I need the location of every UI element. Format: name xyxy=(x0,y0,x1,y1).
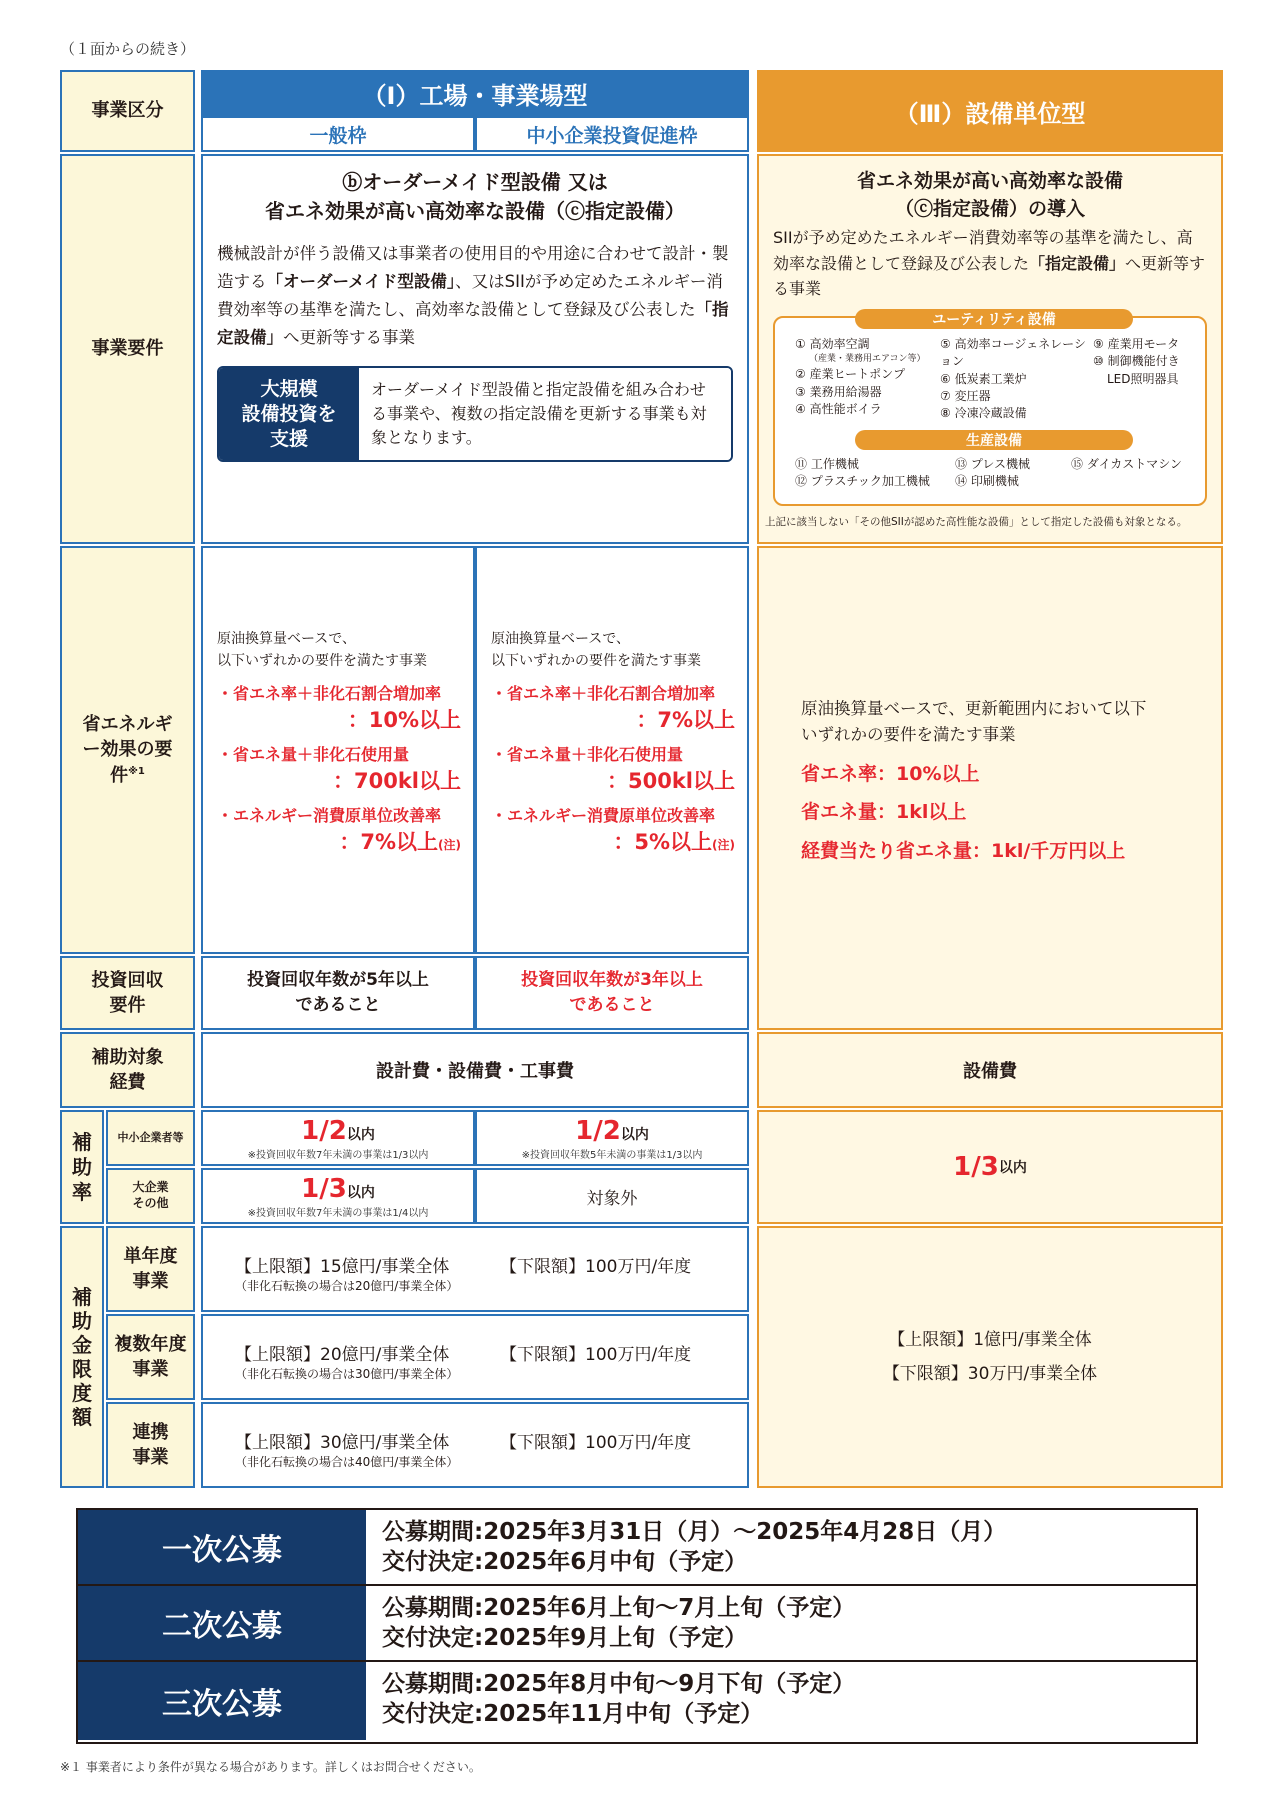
type3-energy-req: 省エネ量：1kl以上 xyxy=(801,801,967,824)
sme-req-item xyxy=(491,681,735,734)
sme-req-label: ・省エネ量＋非化石使用量 xyxy=(491,744,684,764)
type1-title-text: （Ⅰ）工場・事業場型 xyxy=(362,81,588,110)
type1-sme-text: 中小企業投資促進枠 xyxy=(526,124,698,147)
production-item: ⑭ 印刷機械 xyxy=(955,474,1019,489)
type1-req-body xyxy=(217,240,733,352)
type1-title xyxy=(201,70,749,116)
production-col2 xyxy=(955,456,1065,491)
utility-item: ③ 業務用給湯器 xyxy=(795,384,882,399)
gen-req-item xyxy=(217,742,461,795)
label-payback xyxy=(60,956,195,1030)
type3-req-body-p1: SIIが予め定めたエネルギー消費効率等の基準を満たし、高効率な設備として登録及び公表した xyxy=(773,228,1193,273)
gen-rate-sme-note: ※投資回収年数7年未満の事業は1/3以内 xyxy=(247,1149,429,1161)
type1-req-body-b1: 「オーダーメイド型設備」 xyxy=(266,272,456,292)
sme-rate-sme xyxy=(475,1110,749,1166)
label-energy-sup: ※1 xyxy=(128,765,145,777)
sme-req-label: ・省エネ率＋非化石割合増加率 xyxy=(491,683,716,703)
label-requirements-text: 事業要件 xyxy=(91,338,164,360)
type1-sme-energy xyxy=(475,546,749,954)
utility-col1 xyxy=(795,336,945,419)
support-badge xyxy=(219,368,359,460)
type1-general-text: 一般枠 xyxy=(309,124,367,147)
limit-upper-note: （非化石転換の場合は20億円/事業全体） xyxy=(235,1279,459,1293)
limit-multi xyxy=(201,1314,749,1400)
limit-lower: 【下限額】100万円/年度 xyxy=(500,1345,692,1365)
label-coop-l1: 連携 xyxy=(132,1421,169,1443)
label-limit xyxy=(60,1226,104,1488)
limit-single xyxy=(201,1226,749,1312)
label-rate-large-l1: 大企業 xyxy=(132,1180,169,1195)
production-item: ⑮ ダイカストマシン xyxy=(1071,456,1182,471)
schedule-period: 公募期間:2025年3月31日（月）～2025年4月28日（月） xyxy=(382,1519,1007,1545)
production-col3 xyxy=(1071,456,1211,473)
other-equipment-note: 上記に該当しない「その他SIIが認めた高性能な設備」として指定した設備も対象となる。 xyxy=(765,515,1188,528)
label-single-year xyxy=(106,1226,195,1312)
label-category xyxy=(60,70,195,152)
label-limit-c2: 助 xyxy=(72,1309,92,1333)
type1-req-body-p1: 機械設計が伴う設備又は事業者の使用目的や用途に合わせて設計・製造する xyxy=(217,244,729,292)
utility-col3 xyxy=(1093,336,1203,388)
label-multi-l1: 複数年度 xyxy=(114,1333,187,1355)
limit-upper: 【上限額】20億円/事業全体 xyxy=(235,1345,450,1365)
gen-rate-large-suffix: 以内 xyxy=(346,1184,375,1201)
schedule-name: 三次公募 xyxy=(78,1662,366,1740)
label-limit-c4: 限 xyxy=(72,1357,92,1381)
gen-req-label: ・エネルギー消費原単位改善率 xyxy=(217,805,442,825)
type1-eligible xyxy=(201,1032,749,1108)
limit-upper: 【上限額】30億円/事業全体 xyxy=(235,1433,450,1453)
sme-req-note: (注) xyxy=(712,837,735,852)
label-coop xyxy=(106,1402,195,1488)
type1-req-body-p2: 、又はSIIが予め定めたエネルギー消費効率等の基準を満たし、高効率な設備として登録及び公表した xyxy=(217,272,723,320)
sme-req-value: ：5%以上 xyxy=(613,829,713,854)
type1-general-header xyxy=(201,116,475,152)
schedule-decision: 交付決定:2025年9月上旬（予定） xyxy=(382,1624,748,1651)
sme-req-label: ・エネルギー消費原単位改善率 xyxy=(491,805,716,825)
label-payback-l1: 投資回収 xyxy=(91,969,164,991)
sme-energy-intro-l2: 以下いずれかの要件を満たす事業 xyxy=(491,653,701,670)
label-rate-sme-text: 中小企業者等 xyxy=(117,1131,184,1145)
label-limit-c1: 補 xyxy=(72,1285,92,1309)
label-single-l2: 事業 xyxy=(132,1271,169,1292)
schedule-row xyxy=(78,1662,1196,1740)
label-rate-large-l2: その他 xyxy=(132,1196,169,1210)
label-energy-requirement xyxy=(60,546,195,954)
continuation-note: （１面からの続き） xyxy=(60,40,196,58)
label-payback-l2: 要件 xyxy=(109,995,146,1016)
limit-upper-note: （非化石転換の場合は30億円/事業全体） xyxy=(235,1367,459,1381)
type3-eligible xyxy=(757,1032,1223,1108)
sme-rate-sme-note: ※投資回収年数5年未満の事業は1/3以内 xyxy=(521,1149,703,1161)
support-text: オーダーメイド型設備と指定設備を組み合わせる事業や、複数の指定設備を更新する事業も対象となります。 xyxy=(359,368,731,460)
label-coop-l2: 事業 xyxy=(132,1447,169,1468)
gen-rate-sme-value: 1/2 xyxy=(301,1115,347,1146)
label-limit-c6: 額 xyxy=(72,1405,92,1429)
sme-energy-intro-l1: 原油換算量ベースで、 xyxy=(491,631,631,647)
sme-req-item xyxy=(491,803,735,856)
gen-req-value: ：700kl以上 xyxy=(333,768,461,793)
type1-req-title-l1: ⓑオーダーメイド型設備 又は xyxy=(342,170,608,194)
type3-req-body xyxy=(773,225,1207,302)
limit-lower: 【下限額】100万円/年度 xyxy=(500,1257,692,1277)
label-eligible-l2: 経費 xyxy=(109,1072,146,1093)
label-rate-sme xyxy=(106,1110,195,1166)
utility-item: ⑩ 制御機能付き xyxy=(1093,354,1180,369)
type1-req-title-l2: 省エネ効果が高い高効率な設備（ⓒ指定設備） xyxy=(265,199,685,223)
gen-payback-l1: 投資回収年数が5年以上 xyxy=(247,969,429,990)
sme-rate-sme-suffix: 以内 xyxy=(620,1126,649,1143)
type3-rate-value: 1/3 xyxy=(953,1152,999,1182)
schedule-period: 公募期間:2025年8月中旬～9月下旬（予定） xyxy=(382,1671,856,1697)
label-limit-c3: 金 xyxy=(72,1333,92,1357)
type3-energy-req: 経費当たり省エネ量：1kl/千万円以上 xyxy=(801,839,1126,862)
utility-item-note: （産業・業務用エアコン等） xyxy=(809,354,926,365)
type3-rate xyxy=(757,1110,1223,1224)
type3-eligible-text: 設備費 xyxy=(963,1061,1017,1082)
label-eligible-l1: 補助対象 xyxy=(91,1046,164,1068)
gen-rate-large xyxy=(201,1168,475,1224)
support-badge-l3: 支援 xyxy=(269,427,308,450)
type3-energy-intro-l1: 原油換算量ベースで、更新範囲内において以下 xyxy=(801,699,1147,718)
label-rate-large xyxy=(106,1168,195,1224)
type1-sme-header xyxy=(475,116,749,152)
type1-req-body-p3: へ更新等する事業 xyxy=(283,328,415,348)
gen-rate-sme xyxy=(201,1110,475,1166)
label-multi-l2: 事業 xyxy=(132,1359,169,1380)
label-category-text: 事業区分 xyxy=(91,100,164,122)
gen-rate-large-value: 1/3 xyxy=(301,1173,347,1204)
type3-energy-intro-l2: いずれかの要件を満たす事業 xyxy=(801,725,1016,745)
type1-requirements xyxy=(201,154,749,544)
type3-rate-suffix: 以内 xyxy=(998,1160,1027,1176)
gen-req-value: ：7%以上 xyxy=(339,829,439,854)
support-badge-l2: 設備投資を xyxy=(241,402,337,425)
schedule-period: 公募期間:2025年6月上旬～7月上旬（予定） xyxy=(382,1595,856,1621)
label-rate-c3: 率 xyxy=(72,1179,92,1204)
type3-upper: 【上限額】1億円/事業全体 xyxy=(888,1330,1092,1350)
gen-rate-large-note: ※投資回収年数7年未満の事業は1/4以内 xyxy=(247,1207,429,1219)
production-title: 生産設備 xyxy=(966,432,1022,449)
support-badge-l1: 大規模 xyxy=(260,378,318,401)
gen-payback-l2: であること xyxy=(295,995,381,1015)
limit-coop xyxy=(201,1402,749,1488)
type1-req-body-b2: 「指定設備」 xyxy=(217,300,729,348)
schedule-row xyxy=(78,1586,1196,1662)
type1-eligible-text: 設計費・設備費・工事費 xyxy=(376,1061,574,1082)
production-item: ⑪ 工作機械 xyxy=(795,456,859,471)
schedule-decision: 交付決定:2025年6月中旬（予定） xyxy=(382,1548,748,1575)
schedule-row xyxy=(78,1510,1196,1586)
label-rate xyxy=(60,1110,104,1224)
production-item: ⑬ プレス機械 xyxy=(955,456,1030,471)
type3-req-title-l2: （ⓒ指定設備）の導入 xyxy=(894,197,1085,220)
gen-payback xyxy=(201,956,475,1030)
type3-energy-req: 省エネ率：10%以上 xyxy=(801,762,980,785)
sme-req-value: ：7%以上 xyxy=(636,707,735,732)
support-box xyxy=(217,366,733,462)
type3-title-text: （Ⅲ）設備単位型 xyxy=(894,99,1086,128)
utility-item: ⑦ 変圧器 xyxy=(940,389,991,404)
label-single-l1: 単年度 xyxy=(123,1245,178,1267)
gen-energy-intro-l1: 原油換算量ベースで、 xyxy=(217,631,357,647)
gen-energy-intro-l2: 以下いずれかの要件を満たす事業 xyxy=(217,653,427,670)
type1-general-energy xyxy=(201,546,475,954)
utility-title: ユーティリティ設備 xyxy=(932,311,1056,328)
gen-req-label: ・省エネ量＋非化石使用量 xyxy=(217,744,410,764)
sme-rate-large xyxy=(475,1168,749,1224)
sme-rate-large-text: 対象外 xyxy=(586,1188,638,1209)
utility-header xyxy=(855,309,1133,329)
type3-energy xyxy=(757,546,1223,1030)
utility-item: ⑥ 低炭素工業炉 xyxy=(940,371,1027,386)
gen-req-note: (注) xyxy=(438,837,461,852)
utility-item: ② 産業ヒートポンプ xyxy=(795,367,906,382)
sme-payback-l1: 投資回収年数が3年以上 xyxy=(521,969,703,990)
utility-item: ④ 高性能ボイラ xyxy=(795,402,882,417)
production-item: ⑫ プラスチック加工機械 xyxy=(795,474,930,489)
label-rate-c2: 助 xyxy=(72,1154,92,1179)
limit-lower: 【下限額】100万円/年度 xyxy=(500,1433,692,1453)
utility-item: ① 高効率空調 xyxy=(795,336,870,351)
utility-item: LED照明器具 xyxy=(1107,371,1179,386)
sme-req-value: ：500kl以上 xyxy=(607,768,735,793)
gen-req-item xyxy=(217,803,461,856)
sme-req-item xyxy=(491,742,735,795)
sme-rate-sme-value: 1/2 xyxy=(575,1115,621,1146)
gen-req-item xyxy=(217,681,461,734)
type3-req-body-b1: 「指定設備」 xyxy=(1029,253,1126,273)
utility-item: ⑤ 高効率コージェネレーション xyxy=(940,336,1086,369)
label-multi-year xyxy=(106,1314,195,1400)
schedule-name: 一次公募 xyxy=(78,1510,366,1584)
utility-item: ⑨ 産業用モータ xyxy=(1093,336,1180,351)
label-requirements xyxy=(60,154,195,544)
schedule-decision: 交付決定:2025年11月中旬（予定） xyxy=(382,1700,764,1727)
type3-req-title-l1: 省エネ効果が高い高効率な設備 xyxy=(856,170,1123,192)
label-rate-c1: 補 xyxy=(72,1129,92,1154)
type3-requirements xyxy=(757,154,1223,544)
production-header xyxy=(855,430,1133,450)
label-eligible-cost xyxy=(60,1032,195,1108)
schedule-name: 二次公募 xyxy=(78,1586,366,1660)
equipment-box xyxy=(773,311,1207,506)
type3-lower: 【下限額】30万円/事業全体 xyxy=(882,1364,1098,1384)
utility-col2 xyxy=(940,336,1090,423)
limit-upper: 【上限額】15億円/事業全体 xyxy=(235,1257,450,1277)
limit-upper-note: （非化石転換の場合は40億円/事業全体） xyxy=(235,1455,459,1469)
type3-title xyxy=(757,70,1223,152)
utility-item: ⑧ 冷凍冷蔵設備 xyxy=(940,406,1027,421)
type3-limit xyxy=(757,1226,1223,1488)
sme-payback-l2: であること xyxy=(569,995,655,1015)
schedule-table xyxy=(76,1508,1198,1744)
footnote: ※１ 事業者により条件が異なる場合があります。詳しくはお問合せください。 xyxy=(60,1760,481,1774)
production-col1 xyxy=(795,456,945,491)
type3-req-body-p2: へ更新等する事業 xyxy=(773,253,1206,299)
gen-req-label: ・省エネ率＋非化石割合増加率 xyxy=(217,683,442,703)
gen-rate-sme-suffix: 以内 xyxy=(346,1126,375,1143)
sme-payback xyxy=(475,956,749,1030)
label-limit-c5: 度 xyxy=(72,1381,92,1405)
gen-req-value: ：10%以上 xyxy=(347,707,461,732)
label-energy-text: 省エネルギー効果の要件 xyxy=(82,714,173,786)
